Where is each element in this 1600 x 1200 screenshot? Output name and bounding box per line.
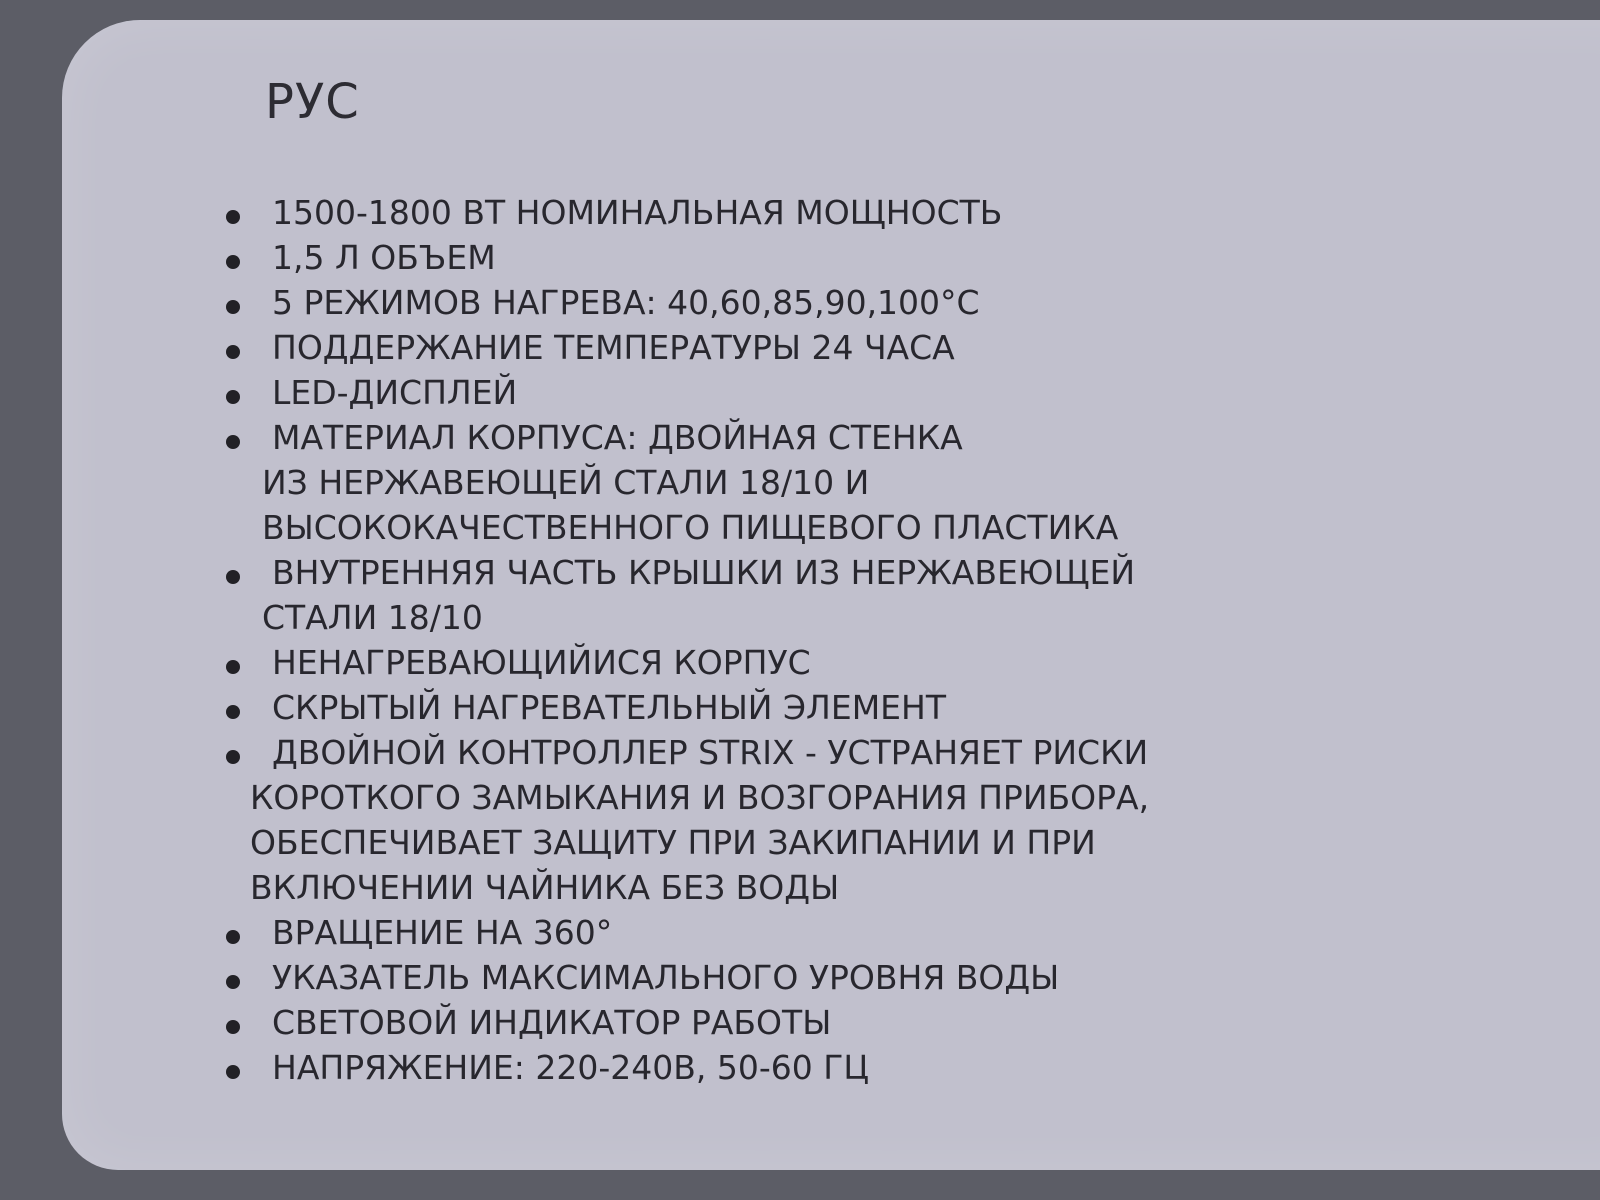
bullet-icon — [226, 390, 240, 404]
bullet-icon — [226, 975, 240, 989]
feature-item — [222, 910, 1352, 955]
feature-item — [222, 955, 1352, 1000]
bullet-icon — [226, 345, 240, 359]
bullet-icon — [226, 300, 240, 314]
feature-text-continuation: ВКЛЮЧЕНИИ ЧАЙНИКА БЕЗ ВОДЫ — [250, 868, 840, 907]
bullet-icon — [226, 210, 240, 224]
feature-item — [222, 1045, 1352, 1090]
feature-text: 5 РЕЖИМОВ НАГРЕВА: 40,60,85,90,100°С — [272, 283, 980, 322]
feature-list — [222, 190, 1352, 1090]
feature-text-continuation: ИЗ НЕРЖАВЕЮЩЕЙ СТАЛИ 18/10 И — [262, 463, 870, 502]
feature-item — [222, 415, 1352, 550]
feature-item — [222, 1000, 1352, 1045]
feature-text: СКРЫТЫЙ НАГРЕВАТЕЛЬНЫЙ ЭЛЕМЕНТ — [272, 688, 946, 727]
feature-text: LED-ДИСПЛЕЙ — [272, 373, 518, 412]
feature-item — [222, 280, 1352, 325]
feature-text: УКАЗАТЕЛЬ МАКСИМАЛЬНОГО УРОВНЯ ВОДЫ — [272, 958, 1060, 997]
feature-text: НЕНАГРЕВАЮЩИЙИСЯ КОРПУС — [272, 643, 811, 682]
feature-item — [222, 235, 1352, 280]
feature-item — [222, 190, 1352, 235]
feature-text-continuation: ВЫСОКОКАЧЕСТВЕННОГО ПИЩЕВОГО ПЛАСТИКА — [262, 508, 1119, 547]
feature-text: МАТЕРИАЛ КОРПУСА: ДВОЙНАЯ СТЕНКА — [272, 418, 963, 457]
feature-item — [222, 640, 1352, 685]
feature-item — [222, 550, 1352, 640]
feature-item — [222, 730, 1352, 910]
feature-text-continuation: ОБЕСПЕЧИВАЕТ ЗАЩИТУ ПРИ ЗАКИПАНИИ И ПРИ — [250, 823, 1096, 862]
feature-text: ДВОЙНОЙ КОНТРОЛЛЕР STRIX - УСТРАНЯЕТ РИСКИ — [272, 733, 1149, 772]
bullet-icon — [226, 705, 240, 719]
bullet-icon — [226, 570, 240, 584]
feature-text: 1500-1800 ВТ НОМИНАЛЬНАЯ МОЩНОСТЬ — [272, 193, 1003, 232]
bullet-icon — [226, 930, 240, 944]
bullet-icon — [226, 255, 240, 269]
feature-text: 1,5 Л ОБЪЕМ — [272, 238, 496, 277]
feature-item — [222, 685, 1352, 730]
bullet-icon — [226, 660, 240, 674]
feature-text: ПОДДЕРЖАНИЕ ТЕМПЕРАТУРЫ 24 ЧАСА — [272, 328, 955, 367]
feature-item — [222, 370, 1352, 415]
feature-text: НАПРЯЖЕНИЕ: 220-240В, 50-60 ГЦ — [272, 1048, 870, 1087]
bullet-icon — [226, 1020, 240, 1034]
feature-text: СВЕТОВОЙ ИНДИКАТОР РАБОТЫ — [272, 1003, 832, 1042]
feature-text: ВРАЩЕНИЕ НА 360° — [272, 913, 613, 952]
bullet-icon — [226, 750, 240, 764]
bullet-icon — [226, 1065, 240, 1079]
language-heading: РУС — [265, 74, 360, 130]
bullet-icon — [226, 435, 240, 449]
feature-text-continuation: СТАЛИ 18/10 — [262, 598, 483, 637]
feature-text: ВНУТРЕННЯЯ ЧАСТЬ КРЫШКИ ИЗ НЕРЖАВЕЮЩЕЙ — [272, 553, 1136, 592]
feature-text-continuation: КОРОТКОГО ЗАМЫКАНИЯ И ВОЗГОРАНИЯ ПРИБОРА, — [250, 778, 1150, 817]
feature-item — [222, 325, 1352, 370]
